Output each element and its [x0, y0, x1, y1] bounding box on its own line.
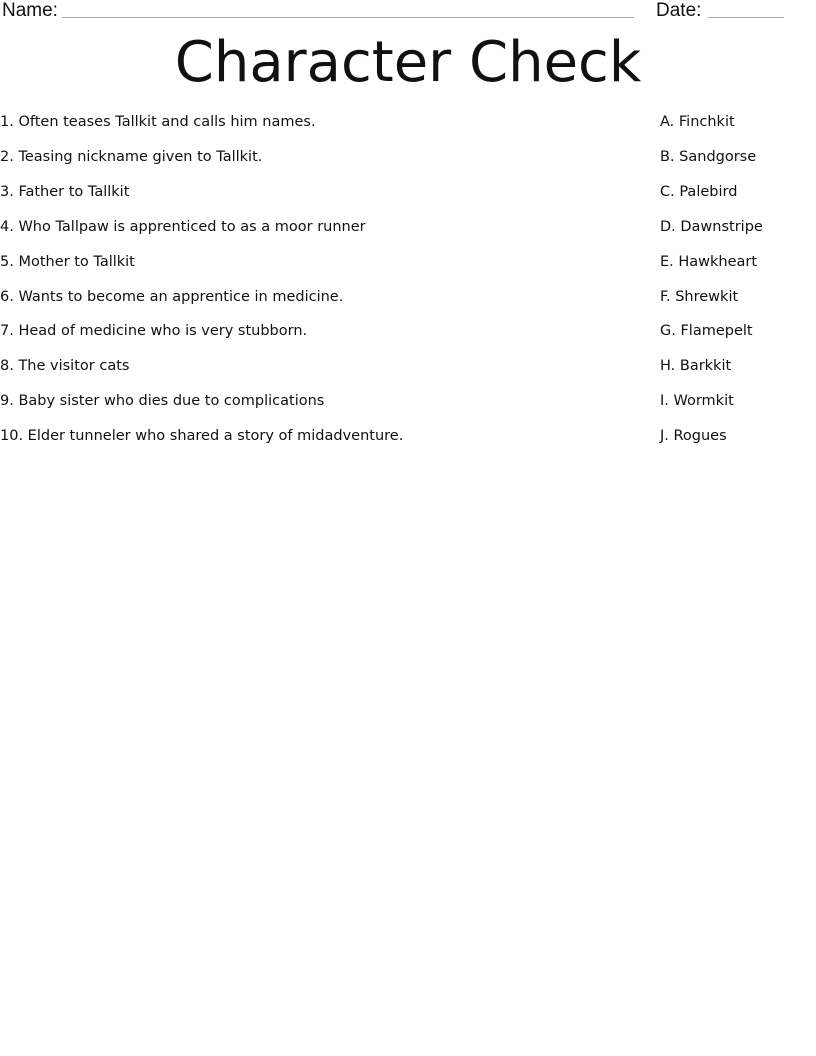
answer-option: G. Flamepelt: [660, 323, 753, 340]
answer-option: E. Hawkheart: [660, 253, 758, 270]
question-row: [0, 356, 816, 376]
question-row: [0, 391, 816, 411]
answer-option: F. Shrewkit: [660, 288, 739, 305]
answer-option: B. Sandgorse: [660, 148, 757, 165]
question-row: [0, 321, 816, 341]
question-text: 5. Mother to Tallkit: [0, 253, 135, 270]
answer-option: I. Wormkit: [660, 393, 734, 410]
answer-option: D. Dawnstripe: [660, 218, 763, 235]
question-row: [0, 217, 816, 237]
question-text: 2. Teasing nickname given to Tallkit.: [0, 148, 263, 165]
page-title: Character Check: [174, 30, 642, 95]
question-text: 7. Head of medicine who is very stubborn.: [0, 323, 308, 340]
question-text: 3. Father to Tallkit: [0, 183, 130, 200]
answer-option: J. Rogues: [660, 428, 727, 445]
date-field[interactable]: [708, 17, 784, 18]
question-text: 1. Often teases Tallkit and calls him names.: [0, 114, 316, 130]
question-row: [0, 426, 816, 446]
question-row: [0, 287, 816, 307]
question-row: [0, 252, 816, 272]
answer-option: H. Barkkit: [660, 358, 732, 375]
question-text: 8. The visitor cats: [0, 358, 130, 375]
question-text: 6. Wants to become an apprentice in medicine.: [0, 288, 344, 305]
question-text: 9. Baby sister who dies due to complications: [0, 393, 325, 410]
name-field[interactable]: [62, 17, 634, 18]
question-row: [0, 112, 816, 132]
answer-option: A. Finchkit: [660, 114, 735, 130]
answer-option: C. Palebird: [660, 183, 738, 200]
question-text: 10. Elder tunneler who shared a story of midadventure.: [0, 428, 404, 445]
name-label: Name:: [2, 0, 58, 21]
question-row: [0, 147, 816, 167]
question-text: 4. Who Tallpaw is apprenticed to as a moor runner: [0, 218, 366, 235]
question-row: [0, 182, 816, 202]
date-label: Date:: [656, 0, 702, 21]
